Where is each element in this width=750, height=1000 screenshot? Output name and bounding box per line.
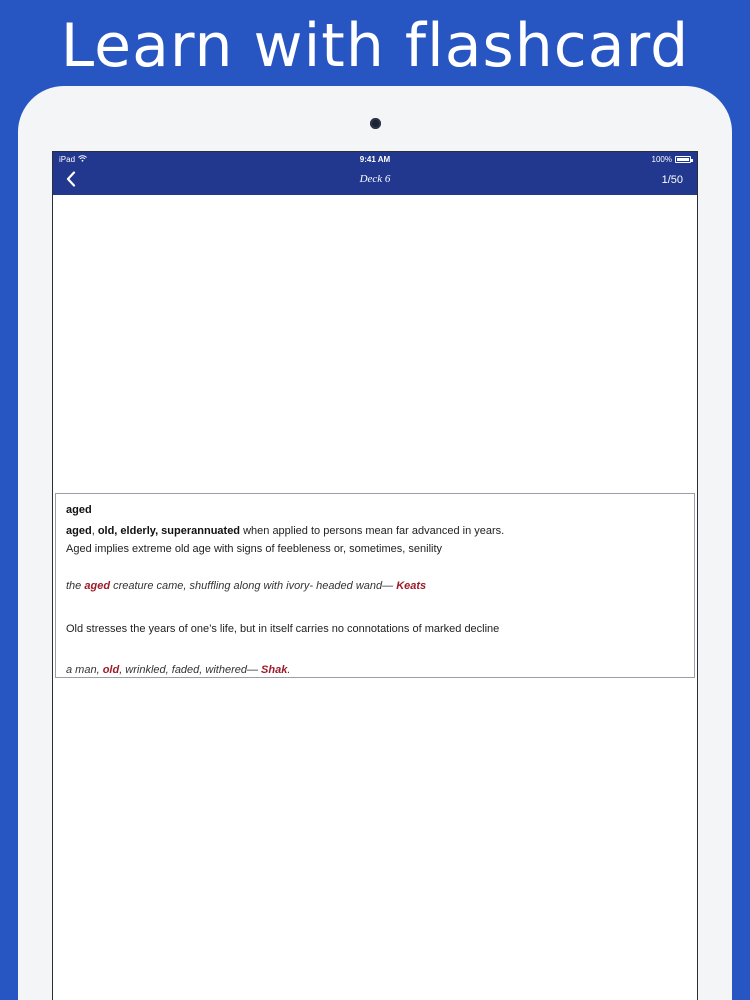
quote-keats [66,578,684,594]
quote-shak-end: . [287,664,291,676]
synonyms-line [66,523,684,539]
flashcard[interactable] [55,493,695,678]
app-screen [52,151,698,1000]
battery-percent: 100% [651,155,672,164]
carrier-label: iPad [59,155,76,164]
camera-dot [370,118,381,129]
flashcard-word: aged [66,504,92,516]
navigation-bar [53,167,697,195]
quote-keats-keyword: aged [84,580,111,592]
synonym-primary: aged [66,525,92,537]
battery-icon [675,156,691,163]
quote-keats-before: the [66,580,85,592]
deck-title: Deck 6 [359,173,391,185]
quote-shak-before: a man, [66,664,103,676]
ipad-frame [18,86,732,1000]
quote-shak-after: , wrinkled, faded, withered— [119,664,262,676]
quote-shak [66,662,684,678]
definition-text: when applied to persons mean far advanced in years. [240,525,505,537]
card-counter: 1/50 [661,174,683,186]
synonym-separator: , [91,525,95,537]
quote-shak-keyword: old [102,664,120,676]
quote-keats-after: creature came, shuffling along with ivory- headed wand— [110,580,397,592]
aged-explanation: Aged implies extreme old age with signs of feebleness or, sometimes, senility [66,543,443,555]
promo-headline: Learn with flashcard [60,11,690,81]
status-right [652,155,691,164]
status-time: 9:41 AM [359,155,391,164]
status-bar [53,152,697,167]
quote-keats-author: Keats [396,580,427,592]
old-explanation: Old stresses the years of one’s life, but in itself carries no connotations of marked decline [66,623,500,635]
synonym-list: old, elderly, superannuated [97,525,241,537]
quote-shak-author: Shak [261,664,288,676]
